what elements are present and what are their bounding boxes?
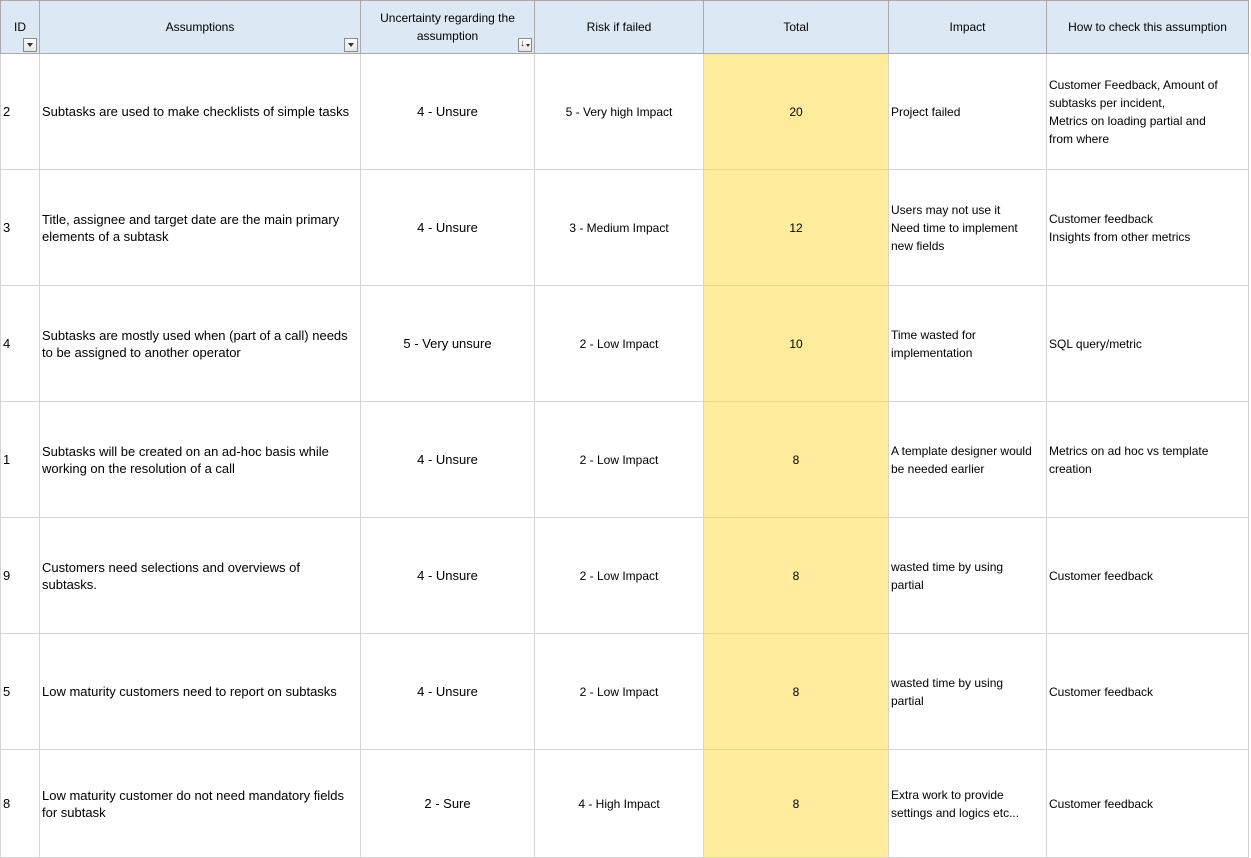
table-row — [1, 286, 1249, 402]
cell-total[interactable] — [704, 518, 889, 634]
cell-uncertainty[interactable] — [361, 634, 535, 750]
total-value: 8 — [792, 684, 800, 699]
impact-text: partial — [891, 577, 924, 592]
impact-text: wasted time by using — [891, 675, 1004, 690]
cell-id[interactable] — [1, 286, 40, 402]
check-text: subtasks per incident, — [1049, 95, 1166, 110]
uncertainty-value: 4 - Unsure — [417, 104, 478, 119]
check-text: Insights from other metrics — [1049, 229, 1191, 244]
header-total-label: Total — [783, 20, 809, 34]
cell-check[interactable] — [1047, 518, 1249, 634]
cell-impact[interactable] — [889, 170, 1047, 286]
cell-uncertainty[interactable] — [361, 170, 535, 286]
assumption-text: to be assigned to another operator — [42, 344, 241, 360]
total-value: 8 — [792, 796, 800, 811]
impact-text: partial — [891, 693, 924, 708]
assumption-text: working on the resolution of a call — [42, 460, 235, 476]
check-text: Metrics on ad hoc vs template — [1049, 443, 1209, 458]
header-total[interactable] — [704, 1, 889, 54]
cell-impact[interactable] — [889, 518, 1047, 634]
risk-value: 2 - Low Impact — [579, 684, 659, 699]
uncertainty-value: 4 - Unsure — [417, 568, 478, 583]
cell-id[interactable] — [1, 170, 40, 286]
cell-total[interactable] — [704, 286, 889, 402]
cell-total[interactable] — [704, 634, 889, 750]
id-value: 5 — [3, 684, 11, 699]
assumption-text: Low maturity customer do not need mandatory fields — [42, 787, 345, 803]
uncertainty-value: 5 - Very unsure — [403, 336, 492, 351]
cell-impact[interactable] — [889, 54, 1047, 170]
check-text: Customer Feedback, Amount of — [1049, 77, 1218, 92]
header-check[interactable] — [1047, 1, 1249, 54]
cell-uncertainty[interactable] — [361, 54, 535, 170]
cell-assumption[interactable] — [40, 402, 361, 518]
total-value: 20 — [789, 104, 803, 119]
table-row — [1, 402, 1249, 518]
total-value: 12 — [789, 220, 803, 235]
cell-impact[interactable] — [889, 286, 1047, 402]
check-text: Metrics on loading partial and — [1049, 113, 1206, 128]
total-value: 8 — [792, 452, 800, 467]
cell-assumption[interactable] — [40, 518, 361, 634]
filter-dropdown-icon[interactable] — [23, 38, 37, 52]
assumption-text: Low maturity customers need to report on subtasks — [42, 684, 337, 699]
cell-uncertainty[interactable] — [361, 402, 535, 518]
impact-text: new fields — [891, 238, 945, 253]
header-impact-label: Impact — [949, 20, 986, 34]
cell-assumption[interactable] — [40, 634, 361, 750]
check-text: Customer feedback — [1049, 684, 1154, 699]
cell-impact[interactable] — [889, 402, 1047, 518]
table-row — [1, 518, 1249, 634]
cell-check[interactable] — [1047, 634, 1249, 750]
cell-uncertainty[interactable] — [361, 518, 535, 634]
cell-total[interactable] — [704, 402, 889, 518]
uncertainty-value: 2 - Sure — [424, 796, 471, 811]
assumption-text: Customers need selections and overviews of — [42, 559, 300, 575]
impact-text: Need time to implement — [891, 220, 1018, 235]
header-impact[interactable] — [889, 1, 1047, 54]
impact-text: be needed earlier — [891, 461, 985, 476]
table-row — [1, 634, 1249, 750]
cell-uncertainty[interactable] — [361, 286, 535, 402]
table-row — [1, 170, 1249, 286]
impact-text: Time wasted for — [891, 327, 976, 342]
cell-assumption[interactable] — [40, 750, 361, 858]
risk-value: 2 - Low Impact — [579, 568, 659, 583]
cell-impact[interactable] — [889, 750, 1047, 858]
id-value: 4 — [3, 336, 11, 351]
cell-risk[interactable] — [535, 518, 704, 634]
header-check-label: How to check this assumption — [1068, 20, 1227, 34]
cell-check[interactable] — [1047, 54, 1249, 170]
cell-risk[interactable] — [535, 286, 704, 402]
id-value: 3 — [3, 220, 11, 235]
check-text: from where — [1049, 131, 1110, 146]
header-uncertainty-label-line1: Uncertainty regarding the — [380, 11, 515, 25]
cell-check[interactable] — [1047, 170, 1249, 286]
risk-value: 3 - Medium Impact — [569, 220, 669, 235]
cell-check[interactable] — [1047, 286, 1249, 402]
uncertainty-value: 4 - Unsure — [417, 452, 478, 467]
assumption-text: subtasks. — [42, 576, 97, 592]
id-value: 1 — [3, 452, 11, 467]
total-value: 8 — [792, 568, 800, 583]
header-assumptions-label: Assumptions — [165, 20, 235, 34]
cell-risk[interactable] — [535, 402, 704, 518]
id-value: 9 — [3, 568, 11, 583]
sort-descending-filter-icon[interactable]: ↓ — [518, 38, 532, 52]
header-uncertainty-label-line2: assumption — [416, 29, 479, 43]
cell-check[interactable] — [1047, 402, 1249, 518]
cell-risk[interactable] — [535, 634, 704, 750]
impact-text: Extra work to provide — [891, 787, 1004, 802]
impact-text: wasted time by using — [891, 559, 1004, 574]
risk-value: 2 - Low Impact — [579, 452, 659, 467]
uncertainty-value: 4 - Unsure — [417, 220, 478, 235]
check-text: Customer feedback — [1049, 211, 1154, 226]
cell-id[interactable] — [1, 634, 40, 750]
header-risk[interactable] — [535, 1, 704, 54]
check-text: Customer feedback — [1049, 568, 1154, 583]
impact-text: implementation — [891, 345, 973, 360]
cell-assumption[interactable] — [40, 170, 361, 286]
filter-dropdown-icon[interactable] — [344, 38, 358, 52]
id-value: 2 — [3, 104, 11, 119]
assumption-text: elements of a subtask — [42, 228, 169, 244]
cell-id[interactable] — [1, 402, 40, 518]
assumption-text: Subtasks are used to make checklists of simple tasks — [42, 104, 350, 119]
cell-id[interactable] — [1, 54, 40, 170]
header-risk-label: Risk if failed — [586, 20, 652, 34]
assumption-text: Subtasks will be created on an ad-hoc basis while — [42, 443, 329, 459]
check-text: Customer feedback — [1049, 796, 1154, 811]
cell-total[interactable] — [704, 170, 889, 286]
cell-total[interactable] — [704, 750, 889, 858]
assumption-text: Subtasks are mostly used when (part of a call) needs — [42, 327, 348, 343]
uncertainty-value: 4 - Unsure — [417, 684, 478, 699]
cell-total[interactable] — [704, 54, 889, 170]
total-value: 10 — [789, 336, 803, 351]
cell-id[interactable] — [1, 518, 40, 634]
cell-risk[interactable] — [535, 750, 704, 858]
check-text: SQL query/metric — [1049, 336, 1142, 351]
assumption-text: for subtask — [42, 804, 106, 820]
table-row — [1, 750, 1249, 858]
cell-impact[interactable] — [889, 634, 1047, 750]
assumption-text: Title, assignee and target date are the main primary — [42, 211, 340, 227]
cell-assumption[interactable] — [40, 286, 361, 402]
risk-value: 4 - High Impact — [578, 796, 660, 811]
cell-risk[interactable] — [535, 170, 704, 286]
impact-text: Project failed — [891, 104, 961, 119]
cell-check[interactable] — [1047, 750, 1249, 858]
risk-value: 5 - Very high Impact — [565, 104, 673, 119]
cell-risk[interactable] — [535, 54, 704, 170]
cell-assumption[interactable] — [40, 54, 361, 170]
impact-text: Users may not use it — [891, 202, 1001, 217]
risk-value: 2 - Low Impact — [579, 336, 659, 351]
cell-id[interactable] — [1, 750, 40, 858]
check-text: creation — [1049, 461, 1092, 476]
header-id[interactable] — [1, 1, 40, 54]
header-uncertainty[interactable] — [361, 1, 535, 54]
impact-text: settings and logics etc... — [891, 805, 1020, 820]
header-assumptions[interactable] — [40, 1, 361, 54]
impact-text: A template designer would — [891, 443, 1032, 458]
header-row — [1, 1, 1249, 54]
header-id-label: ID — [14, 20, 26, 34]
cell-uncertainty[interactable] — [361, 750, 535, 858]
id-value: 8 — [3, 796, 11, 811]
table-row — [1, 54, 1249, 170]
